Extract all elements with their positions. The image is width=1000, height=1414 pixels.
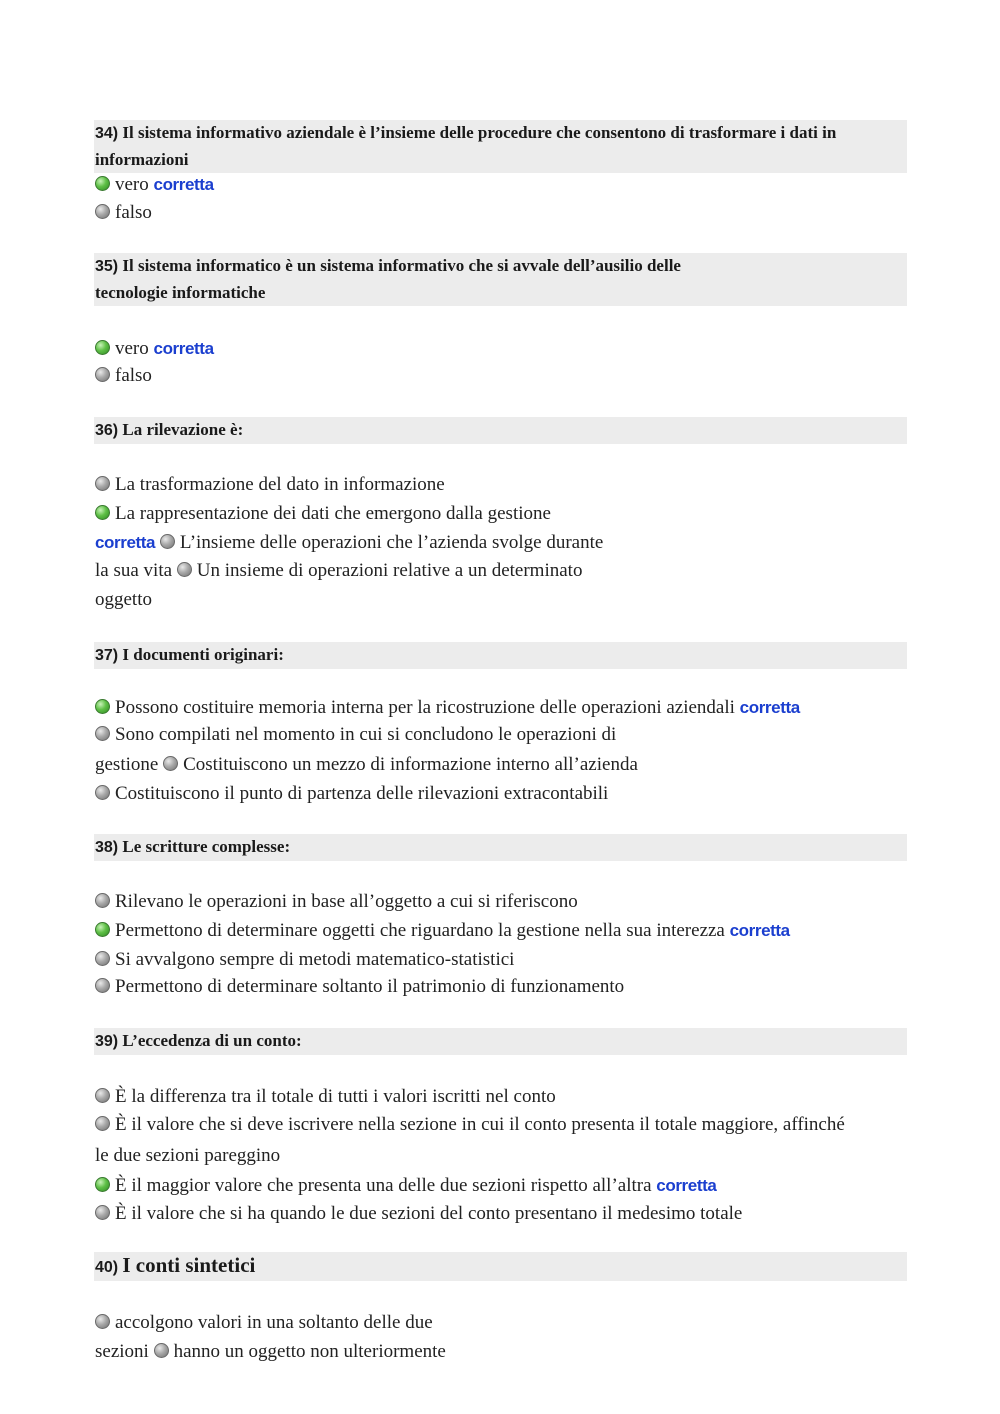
question-text-cont: informazioni xyxy=(95,150,189,169)
option-row[interactable] xyxy=(95,363,152,389)
question-text: Il sistema informativo aziendale è l’insieme delle procedure che consentono di trasformare i dati in xyxy=(122,123,837,142)
option-text: Permettono di determinare soltanto il patrimonio di funzionamento xyxy=(115,976,625,997)
gray-radio-dot-icon[interactable] xyxy=(95,893,110,908)
question-38-header xyxy=(94,834,907,861)
option-text: Possono costituire memoria interna per la ricostruzione delle operazioni aziendali xyxy=(115,697,735,718)
option-row[interactable] xyxy=(95,1084,556,1110)
option-row[interactable] xyxy=(95,501,551,527)
option-text: La trasformazione del dato in informazione xyxy=(115,474,445,495)
gray-radio-dot-icon[interactable] xyxy=(95,1116,110,1131)
option-text: falso xyxy=(115,365,152,386)
correct-label: corretta xyxy=(153,175,214,194)
option-row[interactable] xyxy=(95,947,514,973)
option-text: Un insieme di operazioni relative a un determinato xyxy=(196,560,583,581)
option-row[interactable] xyxy=(95,889,578,915)
correct-label: corretta xyxy=(729,921,790,940)
option-text: falso xyxy=(115,202,152,223)
option-row[interactable] xyxy=(95,558,582,584)
green-radio-dot-icon[interactable] xyxy=(95,340,110,355)
option-row[interactable] xyxy=(95,472,445,498)
option-text: Si avvalgono sempre di metodi matematico-statistici xyxy=(115,949,515,970)
option-text: le due sezioni pareggino xyxy=(95,1145,281,1166)
option-text: vero xyxy=(115,338,149,359)
question-text: L’eccedenza di un conto: xyxy=(122,1031,302,1050)
option-row[interactable] xyxy=(95,1310,433,1336)
gray-radio-dot-icon[interactable] xyxy=(163,756,178,771)
question-text: Il sistema informatico è un sistema informativo che si avvale dell’ausilio delle xyxy=(122,256,681,275)
option-row[interactable] xyxy=(95,918,790,944)
option-text: hanno un oggetto non ulteriormente xyxy=(173,1341,446,1362)
question-34-header xyxy=(94,120,907,173)
option-row[interactable] xyxy=(95,1112,845,1138)
gray-radio-dot-icon[interactable] xyxy=(95,1088,110,1103)
question-40-header xyxy=(94,1252,907,1281)
option-text-cont xyxy=(95,1143,280,1169)
question-number: 38) xyxy=(95,839,119,856)
question-text: I conti sintetici xyxy=(122,1253,256,1277)
option-row[interactable] xyxy=(95,722,616,748)
gray-radio-dot-icon[interactable] xyxy=(177,562,192,577)
gray-radio-dot-icon[interactable] xyxy=(95,367,110,382)
question-number: 39) xyxy=(95,1033,119,1050)
question-text: I documenti originari: xyxy=(122,645,284,664)
option-text: vero xyxy=(115,174,149,195)
green-radio-dot-icon[interactable] xyxy=(95,505,110,520)
option-text: È la differenza tra il totale di tutti i valori iscritti nel conto xyxy=(115,1086,556,1107)
gray-radio-dot-icon[interactable] xyxy=(95,204,110,219)
option-row[interactable] xyxy=(95,530,603,556)
option-text: Costituiscono il punto di partenza delle rilevazioni extracontabili xyxy=(115,783,609,804)
question-text: Le scritture complesse: xyxy=(122,837,291,856)
green-radio-dot-icon[interactable] xyxy=(95,176,110,191)
option-text: accolgono valori in una soltanto delle due xyxy=(115,1312,433,1333)
green-radio-dot-icon[interactable] xyxy=(95,1177,110,1192)
gray-radio-dot-icon[interactable] xyxy=(95,978,110,993)
gray-radio-dot-icon[interactable] xyxy=(95,951,110,966)
option-row[interactable] xyxy=(95,695,800,721)
option-row[interactable] xyxy=(95,172,214,198)
option-text: L’insieme delle operazioni che l’azienda svolge durante xyxy=(179,532,604,553)
option-text: oggetto xyxy=(95,589,152,610)
option-row[interactable] xyxy=(95,781,608,807)
correct-label: corretta xyxy=(739,698,800,717)
correct-label: corretta xyxy=(153,339,214,358)
option-text: È il maggior valore che presenta una delle due sezioni rispetto all’altra xyxy=(115,1175,652,1196)
option-row[interactable] xyxy=(95,1173,716,1199)
option-text: La rappresentazione dei dati che emergono dalla gestione xyxy=(115,503,551,524)
question-36-header xyxy=(94,417,907,444)
option-text: Costituiscono un mezzo di informazione interno all’azienda xyxy=(183,754,638,775)
gray-radio-dot-icon[interactable] xyxy=(95,726,110,741)
option-text: la sua vita xyxy=(95,560,173,581)
question-number: 37) xyxy=(95,647,119,664)
option-text: gestione xyxy=(95,754,159,775)
option-text: È il valore che si ha quando le due sezioni del conto presentano il medesimo totale xyxy=(115,1203,743,1224)
question-37-header xyxy=(94,642,907,669)
question-number: 40) xyxy=(95,1259,119,1276)
green-radio-dot-icon[interactable] xyxy=(95,922,110,937)
question-number: 36) xyxy=(95,422,119,439)
option-text: Sono compilati nel momento in cui si concludono le operazioni di xyxy=(115,724,617,745)
green-radio-dot-icon[interactable] xyxy=(95,699,110,714)
question-number: 34) xyxy=(95,125,119,142)
option-text: Rilevano le operazioni in base all’oggetto a cui si riferiscono xyxy=(115,891,578,912)
gray-radio-dot-icon[interactable] xyxy=(154,1343,169,1358)
option-row[interactable] xyxy=(95,336,214,362)
gray-radio-dot-icon[interactable] xyxy=(95,476,110,491)
question-text-cont: tecnologie informatiche xyxy=(95,283,266,302)
gray-radio-dot-icon[interactable] xyxy=(95,1314,110,1329)
option-text-cont xyxy=(95,587,152,613)
option-row[interactable] xyxy=(95,974,624,1000)
option-text: È il valore che si deve iscrivere nella sezione in cui il conto presenta il totale maggiore, affinché xyxy=(115,1114,845,1135)
option-text: sezioni xyxy=(95,1341,149,1362)
gray-radio-dot-icon[interactable] xyxy=(95,1205,110,1220)
option-row[interactable] xyxy=(95,1339,446,1365)
option-text: Permettono di determinare oggetti che riguardano la gestione nella sua interezza xyxy=(115,920,725,941)
option-row[interactable] xyxy=(95,200,152,226)
question-35-header xyxy=(94,253,907,306)
gray-radio-dot-icon[interactable] xyxy=(95,785,110,800)
option-row[interactable] xyxy=(95,752,638,778)
gray-radio-dot-icon[interactable] xyxy=(160,534,175,549)
option-row[interactable] xyxy=(95,1201,742,1227)
correct-label: corretta xyxy=(95,533,156,552)
correct-label: corretta xyxy=(656,1176,717,1195)
question-39-header xyxy=(94,1028,907,1055)
question-text: La rilevazione è: xyxy=(122,420,244,439)
question-number: 35) xyxy=(95,258,119,275)
